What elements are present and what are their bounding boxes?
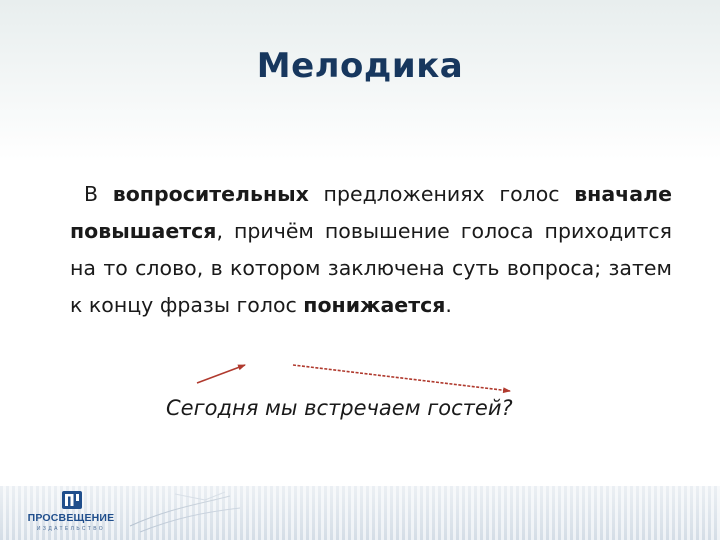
paragraph-text-4: .: [445, 293, 452, 317]
slide-title: Мелодика: [256, 46, 464, 86]
paragraph-text-2: предложениях голос: [308, 182, 575, 206]
paragraph-bold-1: вопросительных: [112, 182, 309, 206]
rule-paragraph: [70, 176, 672, 324]
paragraph-text-3: , причём повышение голоса приходится на то слово, в котором заключена суть вопроса; затем к концу фразы голос: [70, 219, 672, 317]
publisher-logo: [12, 491, 130, 537]
paragraph-bold-2: вначале повышается: [70, 182, 672, 243]
paragraph-text-1: В: [84, 182, 113, 206]
rising-arrow: [197, 365, 245, 383]
logo-title: ПРОСВЕЩЕНИЕ: [27, 512, 115, 524]
paragraph-bold-3: понижается: [303, 293, 446, 317]
falling-arrow: [293, 365, 510, 391]
publisher-emblem-icon: [62, 491, 82, 509]
example-sentence: Сегодня мы встречаем гостей?: [166, 396, 513, 420]
logo-subtitle: ИЗДАТЕЛЬСТВО: [36, 526, 106, 532]
